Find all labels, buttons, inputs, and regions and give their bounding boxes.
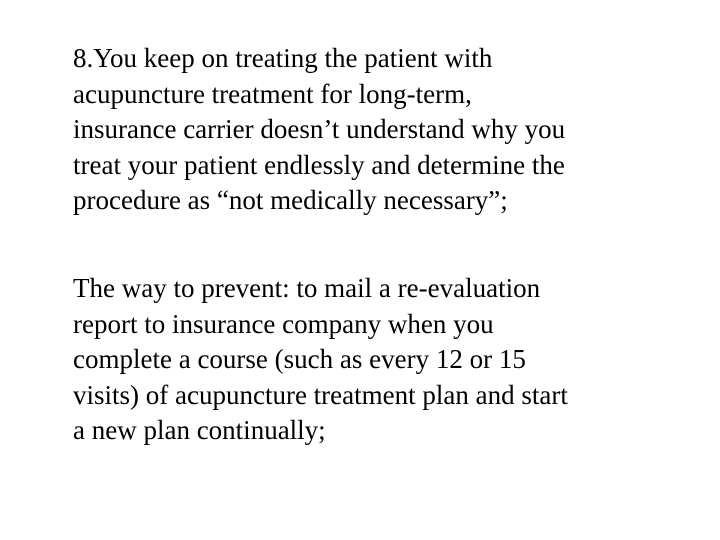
text-line: visits) of acupuncture treatment plan and start — [73, 379, 568, 410]
text-line: complete a course (such as every 12 or 15 — [73, 344, 526, 374]
text-line: acupuncture treatment for long-term, — [73, 78, 472, 109]
prevention-paragraph — [73, 271, 693, 449]
problem-paragraph — [73, 41, 693, 219]
text-line: 8.You keep on treating the patient with — [73, 43, 493, 73]
text-line: insurance carrier doesn’t understand why you — [73, 114, 566, 144]
text-line: report to insurance company when you — [73, 308, 494, 339]
text-line: a new plan continually; — [73, 415, 326, 445]
text-line: treat your patient endlessly and determine the — [73, 149, 565, 180]
text-line: procedure as “not medically necessary”; — [73, 185, 508, 215]
text-line: The way to prevent: to mail a re-evaluation — [73, 273, 541, 303]
